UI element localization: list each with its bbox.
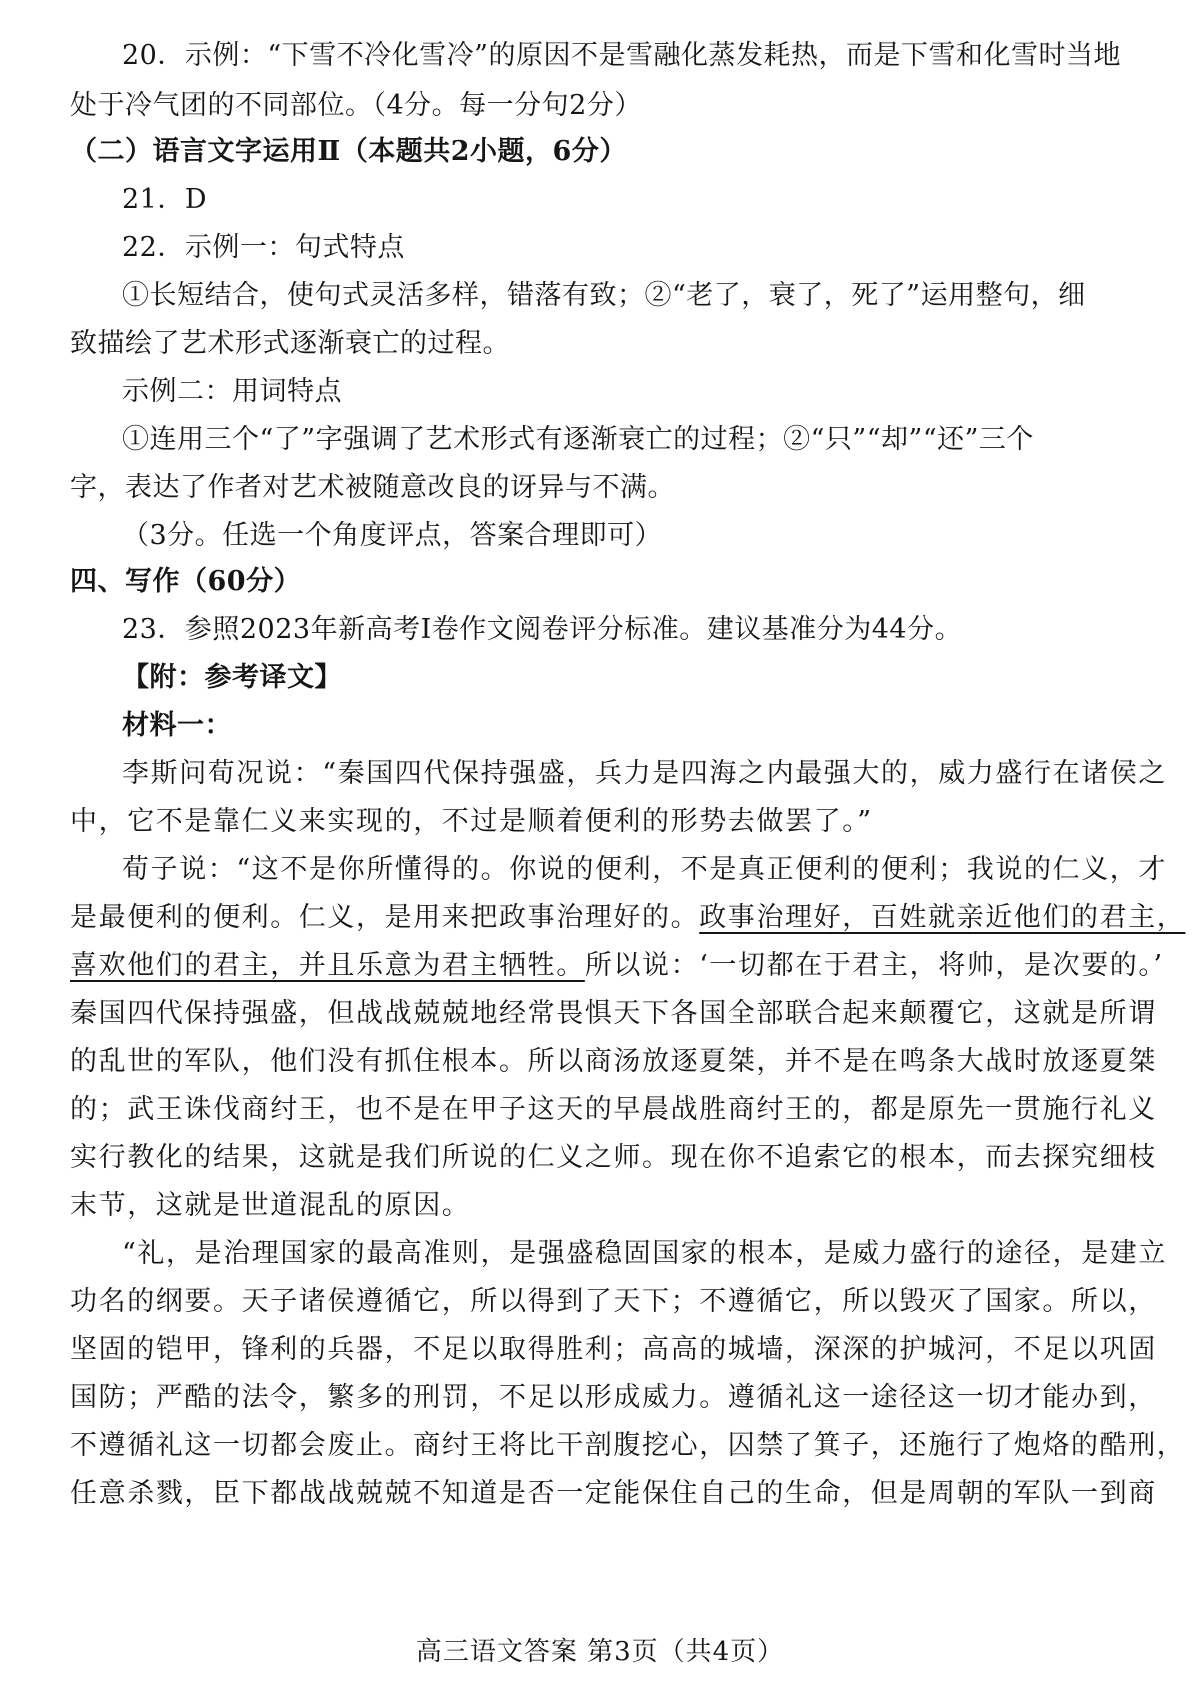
translation-line-1: 李斯问荀况说：“秦国四代保持强盛，兵力是四海之内最强大的，威力盛行在诸侯之 xyxy=(122,758,1168,789)
translation-line-15: 不遵循礼这一切都会废止。商纣王将比干剖腹挖心，囚禁了箕子，还施行了炮烙的酷刑， xyxy=(70,1430,1186,1461)
underlined-sentence-part-2: 喜欢他们的君主，并且乐意为君主牺牲。 xyxy=(70,950,585,981)
translation-line-4 xyxy=(0,898,1200,938)
answer-22-example-2-line-1: ①连用三个“了”字强调了艺术形式有逐渐衰亡的过程；②“只”“却”“还”三个 xyxy=(122,424,1034,455)
answer-21: 21．D xyxy=(122,184,208,215)
answer-20-line-1: 20．示例：“下雪不冷化雪冷”的原因不是雪融化蒸发耗热，而是下雪和化雪时当地 xyxy=(122,40,1121,71)
translation-line-7: 的乱世的军队，他们没有抓住根本。所以商汤放逐夏桀，并不是在鸣条大战时放逐夏桀 xyxy=(70,1046,1157,1077)
answer-22-example-1-line-2: 致描绘了艺术形式逐渐衰亡的过程。 xyxy=(70,328,510,359)
translation-line-10: 末节，这就是世道混乱的原因。 xyxy=(70,1190,471,1221)
translation-line-16: 任意杀戮，臣下都战战兢兢不知道是否一定能保住自己的生命，但是周朝的军队一到商 xyxy=(70,1478,1157,1509)
translation-line-5 xyxy=(0,946,1200,986)
translation-line-2: 中，它不是靠仁义来实现的，不过是顺着便利的形势去做罢了。” xyxy=(70,806,873,837)
answer-20-line-2: 处于冷气团的不同部位。（4分。每一分句2分） xyxy=(70,90,642,121)
page-footer: 高三语文答案 第3页（共4页） xyxy=(415,1637,785,1667)
answer-22-scoring-note: （3分。任选一个角度评点，答案合理即可） xyxy=(122,520,663,551)
translation-line-4-plain: 是最便利的便利。仁义，是用来把政事治理好的。 xyxy=(70,902,700,933)
translation-line-3: 荀子说：“这不是你所懂得的。你说的便利，不是真正便利的便利；我说的仁义，才 xyxy=(122,854,1168,885)
translation-line-6: 秦国四代保持强盛，但战战兢兢地经常畏惧天下各国全部联合起来颠覆它，这就是所谓 xyxy=(70,998,1157,1029)
translation-line-13: 坚固的铠甲，锋利的兵器，不足以取得胜利；高高的城墙，深深的护城河，不足以巩固 xyxy=(70,1334,1157,1365)
material-1-heading: 材料一： xyxy=(122,710,232,741)
translation-line-14: 国防；严酷的法令，繁多的刑罚，不足以形成威力。遵循礼这一途径这一切才能办到， xyxy=(70,1382,1157,1413)
answer-22-example-2-line-2: 字，表达了作者对艺术被随意改良的讶异与不满。 xyxy=(70,472,675,503)
appendix-heading: 【附：参考译文】 xyxy=(122,662,342,693)
translation-line-9: 实行教化的结果，这就是我们所说的仁义之师。现在你不追索它的根本，而去探究细枝 xyxy=(70,1142,1157,1173)
translation-line-12: 功名的纲要。天子诸侯遵循它，所以得到了天下；不遵循它，所以毁灭了国家。所以， xyxy=(70,1286,1157,1317)
answer-22-example-1-line-1: ①长短结合，使句式灵活多样，错落有致；②“老了，衰了，死了”运用整句，细 xyxy=(122,280,1086,311)
section-heading-language-use-2: （二）语言文字运用Ⅱ（本题共2小题，6分） xyxy=(70,136,627,167)
translation-line-8: 的；武王诛伐商纣王，也不是在甲子这天的早晨战胜商纣王的，都是原先一贯施行礼义 xyxy=(70,1094,1157,1125)
answer-22-example-2-title: 示例二：用词特点 xyxy=(122,376,342,407)
underlined-sentence-part-1: 政事治理好，百姓就亲近他们的君主， xyxy=(699,902,1186,933)
answer-23: 23．参照2023年新高考Ⅰ卷作文阅卷评分标准。建议基准分为44分。 xyxy=(122,614,963,645)
translation-line-11: “礼，是治理国家的最高准则，是强盛稳固国家的根本，是威力盛行的途径，是建立 xyxy=(122,1238,1168,1269)
translation-line-5-plain: 所以说：‘一切都在于君主，将帅，是次要的。’ xyxy=(584,950,1164,981)
section-heading-writing: 四、写作（60分） xyxy=(70,566,302,597)
answer-22-example-1-title: 22．示例一：句式特点 xyxy=(122,232,405,263)
